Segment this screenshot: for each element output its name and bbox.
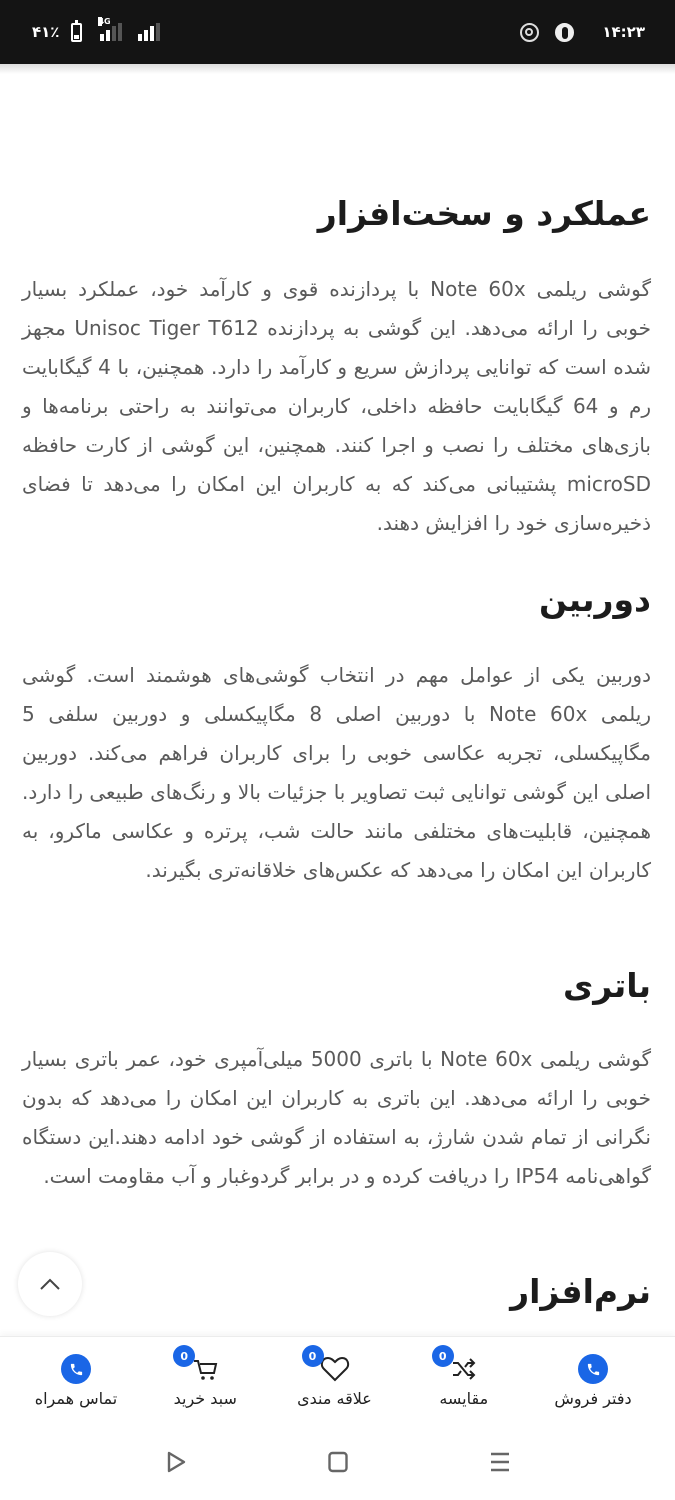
shuffle-icon — [450, 1355, 478, 1383]
status-bar — [0, 0, 675, 64]
section-title-software: نرم‌افزار — [510, 1272, 651, 1311]
nav-label: دفتر فروش — [554, 1389, 632, 1408]
section-body-performance: گوشی ریلمی Note 60x با پردازنده قوی و کارآمد خود، عملکرد بسیار خوبی را ارائه می‌دهد. این گوشی به پردازنده Unisoc Tiger T612 مجهز شده است که توانایی پردازش سریع و کارآمد را دارد. همچنین، با 4 گیگابایت رم و 64 گیگابایت حافظه داخلی، کاربران می‌توانند به راحتی برنامه‌ها و بازی‌های مختلف را نصب و اجرا کنند. همچنین، این گوشی از کارت حافظه microSD پشتیبانی می‌کند که به کاربران این امکان را می‌دهد تا فضای ذخیره‌سازی خود را افزایش دهند. — [22, 277, 652, 535]
signal-4g-icon — [98, 17, 122, 41]
nav-cart[interactable] — [145, 1337, 265, 1421]
home-square-icon — [327, 1450, 349, 1474]
phone-icon — [61, 1354, 91, 1384]
cart-count-badge: 0 — [173, 1345, 195, 1367]
nav-wishlist[interactable] — [275, 1337, 395, 1421]
recents-button[interactable] — [488, 1450, 512, 1474]
nav-sales-office[interactable] — [533, 1337, 653, 1421]
home-button[interactable] — [326, 1450, 350, 1474]
cart-icon — [191, 1355, 219, 1383]
section-title-camera: دوربین — [538, 580, 651, 619]
chevron-up-icon — [39, 1277, 61, 1291]
nav-compare[interactable] — [404, 1337, 524, 1421]
section-body-battery: گوشی ریلمی Note 60x با باتری 5000 میلی‌آمپری خود، عمر باتری بسیار خوبی را ارائه می‌دهد. این باتری به کاربران این امکان را می‌دهد که بدون نگرانی از تمام شدن شارژ، به استفاده از گوشی خود ادامه دهند.این دستگاه گواهی‌نامه IP54 را دریافت کرده و در برابر گردوغبار و آب مقاومت است. — [22, 1047, 651, 1188]
scroll-to-top-button[interactable] — [18, 1252, 82, 1316]
compare-count-badge: 0 — [432, 1345, 454, 1367]
wishlist-count-badge: 0 — [302, 1345, 324, 1367]
menu-lines-icon — [489, 1450, 511, 1474]
nav-label: علاقه مندی — [297, 1389, 372, 1408]
battery-icon — [71, 23, 82, 42]
chrome-icon — [520, 23, 539, 42]
battery-percent: ۴۱٪ — [32, 23, 60, 41]
back-button[interactable] — [164, 1450, 188, 1474]
section-body-camera: دوربین یکی از عوامل مهم در انتخاب گوشی‌های هوشمند است. گوشی ریلمی Note 60x با دوربین اصلی 8 مگاپیکسلی و دوربین سلفی 5 مگاپیکسلی، تجربه عکاسی خوبی را برای کاربران فراهم می‌کند. دوربین اصلی این گوشی توانایی ثبت تصاویر با جزئیات بالا و رنگ‌های طبیعی را دارد. همچنین، قابلیت‌های مختلفی مانند حالت شب، پرتره و عکاسی ماکرو، به کاربران این امکان را می‌دهد که عکس‌های خلاقانه‌تری بگیرند. — [22, 663, 651, 882]
section-title-battery: باتری — [563, 966, 651, 1005]
signal-icon — [138, 23, 160, 41]
phone-icon — [578, 1354, 608, 1384]
section-title-performance: عملکرد و سخت‌افزار — [317, 194, 651, 233]
status-right — [520, 23, 645, 42]
nav-label: تماس همراه — [34, 1389, 118, 1408]
bottom-nav — [0, 1336, 675, 1420]
network-type: 4G — [98, 17, 111, 26]
clock: ۱۴:۲۳ — [602, 23, 645, 41]
toolbar-shadow — [0, 64, 675, 74]
s-app-icon — [555, 23, 574, 42]
nav-mobile-contact[interactable] — [16, 1337, 136, 1421]
system-nav-bar — [0, 1420, 675, 1500]
nav-label: سبد خرید — [173, 1389, 237, 1408]
heart-icon — [320, 1355, 350, 1383]
article-content[interactable] — [0, 74, 675, 1336]
back-triangle-icon — [165, 1450, 187, 1474]
nav-label: مقایسه — [439, 1389, 489, 1408]
status-left — [32, 17, 160, 42]
